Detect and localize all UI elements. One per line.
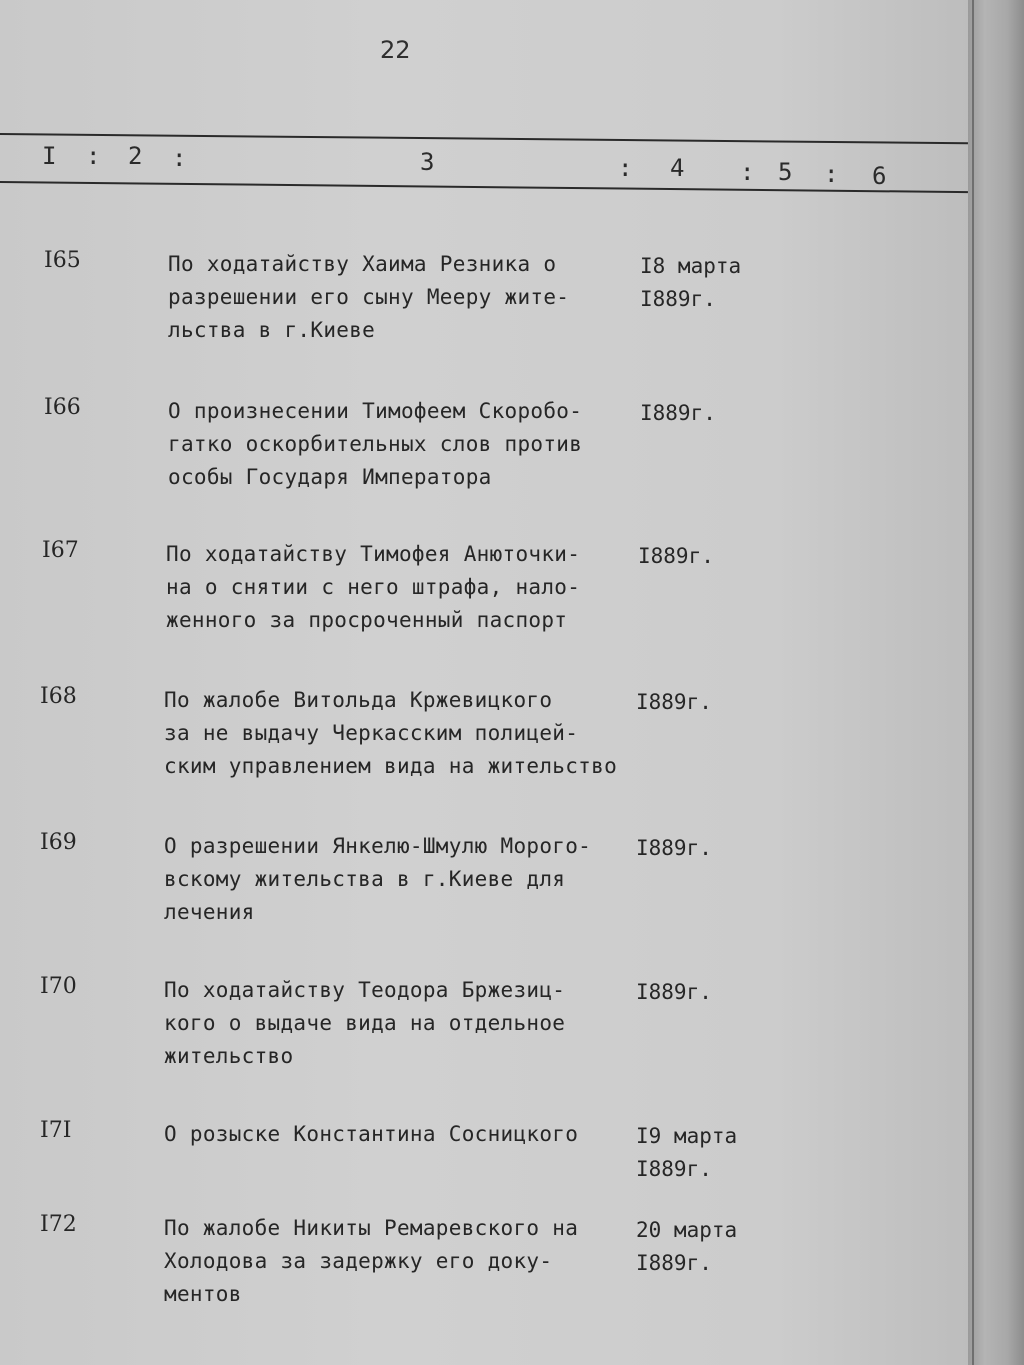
column-header-2: 2 bbox=[128, 142, 143, 170]
column-header-sep: : bbox=[618, 154, 633, 182]
entry-description: О разрешении Янкелю-Шмулю Морого- вскому жительства в г.Киеве для лечения bbox=[164, 834, 592, 924]
entry-date: 20 марта I889г. bbox=[636, 1218, 738, 1275]
entry-description: О розыске Константина Сосницкого bbox=[164, 1122, 579, 1146]
header-rule-top bbox=[0, 133, 968, 144]
page-edge-shadow bbox=[968, 0, 1024, 1365]
entry-date: I889г. bbox=[636, 836, 712, 860]
entry-number: I67 bbox=[42, 538, 79, 563]
column-header-sep: : bbox=[824, 160, 839, 188]
column-header-5: 5 bbox=[778, 158, 793, 186]
page-number: 22 bbox=[380, 36, 411, 64]
entry-date: I9 марта I889г. bbox=[636, 1124, 738, 1181]
entry-number: I7I bbox=[40, 1118, 72, 1143]
entry-number: I68 bbox=[40, 684, 77, 709]
entry-date: I889г. bbox=[638, 544, 714, 568]
entry-description: По жалобе Никиты Ремаревского на Холодова за задержку его доку- ментов bbox=[164, 1216, 579, 1306]
column-header-sep: : bbox=[172, 144, 187, 172]
column-header-1: I bbox=[42, 142, 57, 170]
column-header-6: 6 bbox=[872, 162, 887, 190]
entry-date: I889г. bbox=[640, 401, 716, 425]
entry-date: I889г. bbox=[636, 980, 712, 1004]
entry-number: I69 bbox=[40, 830, 77, 855]
entry-description: О произнесении Тимофеем Скоробо- гатко оскорбительных слов против особы Государя Императора bbox=[168, 399, 583, 489]
entry-date: I8 марта I889г. bbox=[640, 254, 742, 311]
entry-description: По ходатайству Тимофея Анюточки- на о снятии с него штрафа, нало- женного за просроченный паспорт bbox=[166, 542, 581, 632]
entry-date: I889г. bbox=[636, 690, 712, 714]
entry-number: I70 bbox=[40, 974, 77, 999]
entry-number: I72 bbox=[40, 1212, 77, 1237]
entry-number: I65 bbox=[44, 248, 81, 273]
column-header-4: 4 bbox=[670, 154, 685, 182]
column-header-3: 3 bbox=[420, 148, 435, 176]
entry-number: I66 bbox=[44, 395, 81, 420]
column-header-sep: : bbox=[740, 158, 755, 186]
entry-description: По жалобе Витольда Кржевицкого за не выдачу Черкасским полицей- ским управлением вида на жительство bbox=[164, 688, 618, 778]
column-header-sep: : bbox=[86, 142, 101, 170]
entry-description: По ходатайству Хаима Резника о разрешении его сыну Мееру жите- льства в г.Киеве bbox=[168, 252, 570, 342]
entry-description: По ходатайству Теодора Бржезиц- кого о выдаче вида на отдельное жительство bbox=[164, 978, 566, 1068]
header-rule-bottom bbox=[0, 181, 968, 193]
